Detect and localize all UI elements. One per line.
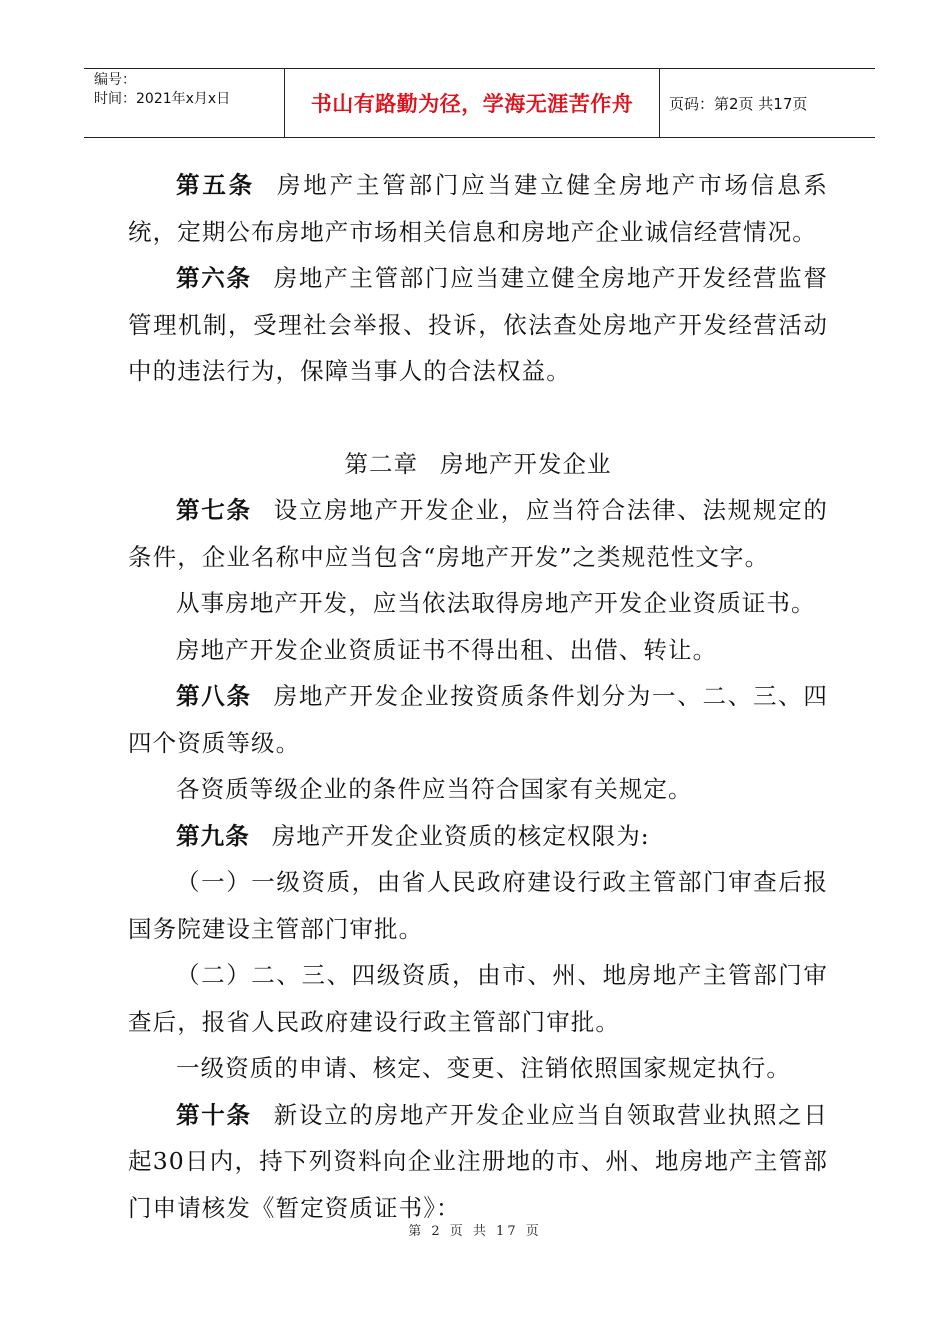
body-paragraph: （二）二、三、四级资质，由市、州、地房地产主管部门审查后，报省人民政府建设行政主管部门审批。 xyxy=(128,961,828,1036)
body-paragraph: （一）一级资质，由省人民政府建设行政主管部门审查后报国务院建设主管部门审批。 xyxy=(128,868,828,943)
article-text: 新设立的房地产开发企业应当自领取营业执照之日起30日内，持下列资料向企业注册地的市、州、地房地产主管部门申请核发《暂定资质证书》： xyxy=(128,1100,828,1222)
article-paragraph xyxy=(128,1092,828,1232)
page-header xyxy=(84,68,875,138)
article-paragraph xyxy=(128,487,828,580)
article-text: 房地产开发企业资质的核定权限为: xyxy=(271,821,650,850)
chapter-number: 第二章 xyxy=(344,449,418,478)
article-title: 第九条 xyxy=(176,821,250,850)
body-paragraph: 从事房地产开发，应当依法取得房地产开发企业资质证书。 xyxy=(176,589,816,617)
article-text: 房地产主管部门应当建立健全房地产市场信息系统，定期公布房地产市场相关信息和房地产企业诚信经营情况。 xyxy=(128,171,828,246)
article-text: 设立房地产开发企业，应当符合法律、法规规定的条件，企业名称中应当包含“房地产开发”之类规范性文字。 xyxy=(128,496,828,571)
article-paragraph xyxy=(128,255,828,395)
header-page-number: 页码：第2页 共17页 xyxy=(669,94,808,113)
page-footer: 第 2 页 共 17 页 xyxy=(408,1224,542,1239)
article-title: 第五条 xyxy=(176,171,255,199)
article-title: 第八条 xyxy=(176,682,252,710)
body-paragraph: 房地产开发企业资质证书不得出租、出借、转让。 xyxy=(176,635,718,664)
article-title: 第七条 xyxy=(176,496,252,524)
article-text: 房地产主管部门应当建立健全房地产开发经营监督管理机制，受理社会举报、投诉，依法查处房地产开发经营活动中的违法行为，保障当事人的合法权益。 xyxy=(128,264,828,385)
body-paragraph: 各资质等级企业的条件应当符合国家有关规定。 xyxy=(176,775,693,803)
article-paragraph xyxy=(128,673,828,766)
article-paragraph xyxy=(128,813,828,860)
header-meta-cell xyxy=(84,69,285,137)
article-paragraph xyxy=(128,162,828,255)
article-title: 第六条 xyxy=(176,264,252,292)
article-text: 房地产开发企业按资质条件划分为一、二、三、四四个资质等级。 xyxy=(128,682,828,757)
header-motto: 书山有路勤为径，学海无涯苦作舟 xyxy=(285,69,660,137)
article-title: 第十条 xyxy=(176,1100,252,1129)
chapter-title: 房地产开发企业 xyxy=(440,449,612,478)
chapter-heading xyxy=(128,441,828,488)
body-paragraph: 一级资质的申请、核定、变更、注销依照国家规定执行。 xyxy=(176,1054,791,1082)
document-body xyxy=(128,162,828,1231)
document-number-label: 编号： xyxy=(94,72,136,88)
document-time-label: 时间：2021年x月x日 xyxy=(94,91,231,107)
